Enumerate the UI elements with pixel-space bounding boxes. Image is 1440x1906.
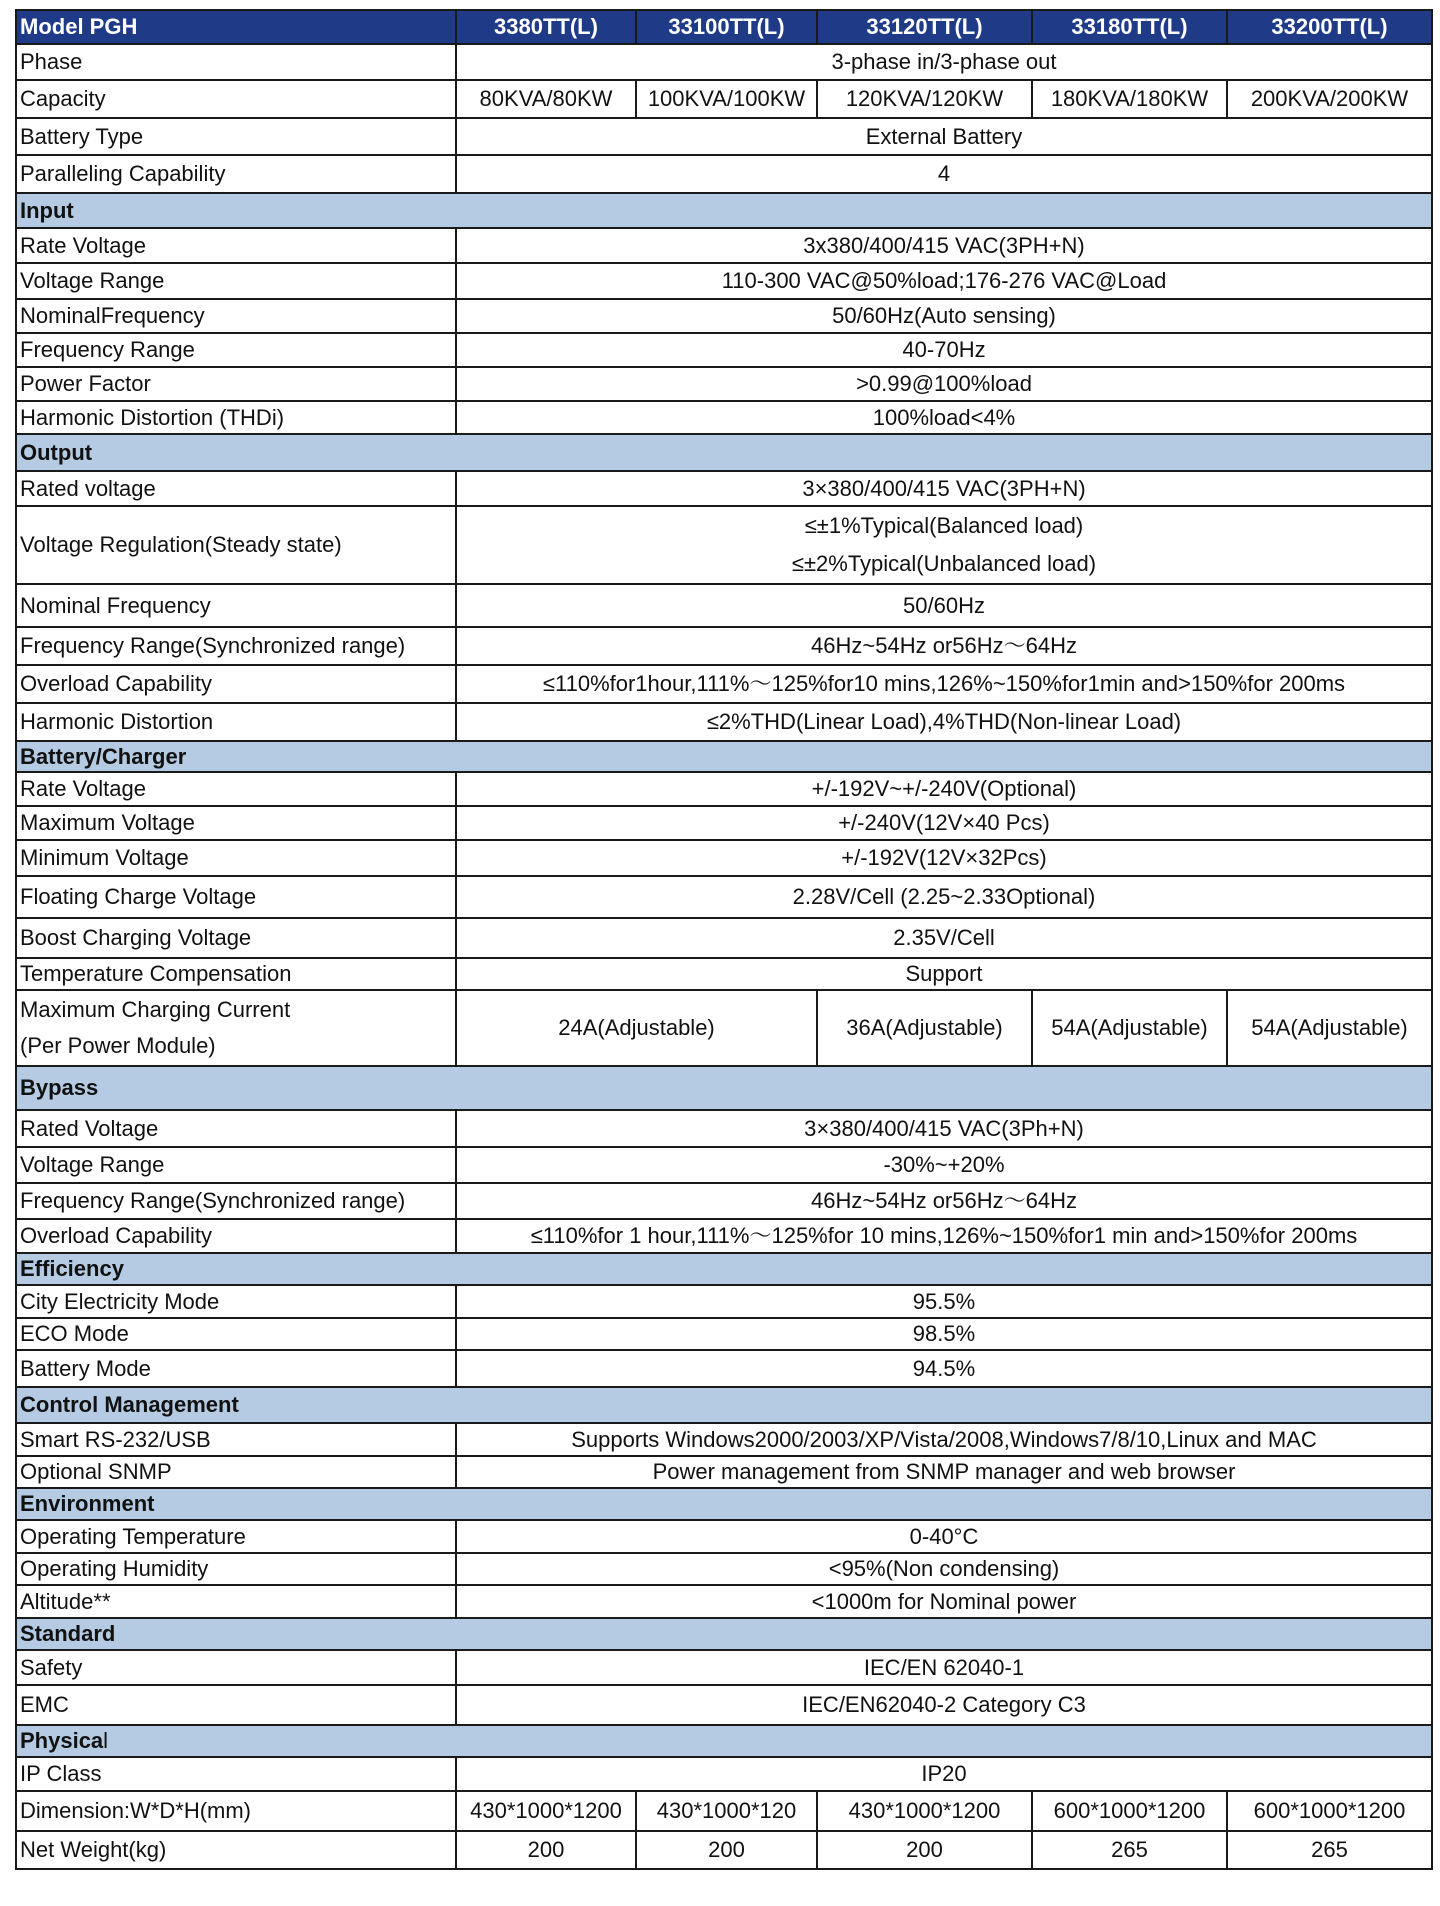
- section-title-bold: Physica: [20, 1728, 104, 1754]
- table-row: [16, 1791, 1432, 1831]
- row-value: IEC/EN 62040-1: [456, 1650, 1432, 1685]
- table-row: [16, 506, 1432, 584]
- row-value: >0.99@100%load: [456, 367, 1432, 401]
- row-label: IP Class: [16, 1757, 456, 1791]
- model-col-4: 33180TT(L): [1032, 10, 1227, 44]
- table-row: [16, 584, 1432, 627]
- model-col-3: 33120TT(L): [817, 10, 1032, 44]
- charging-label-line-1: Maximum Charging Current: [20, 997, 291, 1022]
- row-value: ≤2%THD(Linear Load),4%THD(Non-linear Load): [456, 703, 1432, 741]
- section-title-rest: l: [103, 1728, 109, 1754]
- row-value: 3-phase in/3-phase out: [456, 44, 1432, 80]
- charging-value: 24A(Adjustable): [456, 990, 817, 1066]
- row-value: 40-70Hz: [456, 333, 1432, 367]
- row-label: Frequency Range: [16, 333, 456, 367]
- row-value: 94.5%: [456, 1350, 1432, 1387]
- row-label: Capacity: [16, 80, 456, 118]
- row-value: 2.35V/Cell: [456, 918, 1432, 958]
- section-title: Efficiency: [16, 1253, 1432, 1285]
- table-row: [16, 665, 1432, 703]
- table-row: [16, 627, 1432, 665]
- row-value: 46Hz~54Hz or56Hz～64Hz: [456, 1183, 1432, 1219]
- row-value: ≤110%for 1 hour,111%～125%for 10 mins,126%~150%for1 min and>150%for 200ms: [456, 1219, 1432, 1253]
- row-value: 3×380/400/415 VAC(3PH+N): [456, 471, 1432, 506]
- row-label: Safety: [16, 1650, 456, 1685]
- row-label: Optional SNMP: [16, 1456, 456, 1488]
- section-title: Standard: [16, 1618, 1432, 1650]
- row-value: <1000m for Nominal power: [456, 1585, 1432, 1618]
- row-label: Harmonic Distortion (THDi): [16, 401, 456, 434]
- row-label: Rate Voltage: [16, 228, 456, 263]
- row-value: 4: [456, 155, 1432, 193]
- row-label: Voltage Range: [16, 1147, 456, 1183]
- section-row: [16, 1488, 1432, 1520]
- row-label: Minimum Voltage: [16, 840, 456, 876]
- row-label: EMC: [16, 1685, 456, 1725]
- row-label: Nominal Frequency: [16, 584, 456, 627]
- row-value: IEC/EN62040-2 Category C3: [456, 1685, 1432, 1725]
- charging-value: 36A(Adjustable): [817, 990, 1032, 1066]
- section-title: Battery/Charger: [16, 741, 1432, 772]
- table-row: [16, 1757, 1432, 1791]
- row-label: [16, 990, 456, 1066]
- row-label: Overload Capability: [16, 665, 456, 703]
- model-col-2: 33100TT(L): [636, 10, 817, 44]
- row-label: Overload Capability: [16, 1219, 456, 1253]
- table-row: [16, 80, 1432, 118]
- row-label: Boost Charging Voltage: [16, 918, 456, 958]
- dimension-value: 600*1000*1200: [1032, 1791, 1227, 1831]
- table-row: [16, 1350, 1432, 1387]
- row-label: Smart RS-232/USB: [16, 1423, 456, 1456]
- weight-value: 200: [456, 1831, 636, 1869]
- capacity-value: 80KVA/80KW: [456, 80, 636, 118]
- weight-value: 265: [1032, 1831, 1227, 1869]
- section-title: [16, 1725, 1432, 1757]
- table-row: [16, 263, 1432, 299]
- row-label: Voltage Regulation(Steady state): [16, 506, 456, 584]
- model-title: Model PGH: [16, 10, 456, 44]
- row-value: 95.5%: [456, 1285, 1432, 1318]
- row-value: 2.28V/Cell (2.25~2.33Optional): [456, 876, 1432, 918]
- row-label: Rate Voltage: [16, 772, 456, 806]
- table-row: [16, 958, 1432, 990]
- regulation-line-1: ≤±1%Typical(Balanced load): [804, 513, 1084, 538]
- row-label: Rated voltage: [16, 471, 456, 506]
- dimension-value: 430*1000*1200: [456, 1791, 636, 1831]
- section-row: [16, 741, 1432, 772]
- table-row: [16, 1650, 1432, 1685]
- capacity-value: 180KVA/180KW: [1032, 80, 1227, 118]
- table-row: [16, 401, 1432, 434]
- charging-label-line-2: (Per Power Module): [20, 1033, 216, 1058]
- row-value: 100%load<4%: [456, 401, 1432, 434]
- row-label: Voltage Range: [16, 263, 456, 299]
- table-row: [16, 772, 1432, 806]
- row-value: 110-300 VAC@50%load;176-276 VAC@Load: [456, 263, 1432, 299]
- section-row: [16, 1253, 1432, 1285]
- table-row: [16, 44, 1432, 80]
- row-value: 0-40°C: [456, 1520, 1432, 1553]
- table-row: [16, 876, 1432, 918]
- row-label: Maximum Voltage: [16, 806, 456, 840]
- row-label: Phase: [16, 44, 456, 80]
- row-label: ECO Mode: [16, 1318, 456, 1350]
- row-value: 3x380/400/415 VAC(3PH+N): [456, 228, 1432, 263]
- row-label: Net Weight(kg): [16, 1831, 456, 1869]
- table-row: [16, 1831, 1432, 1869]
- table-row: [16, 806, 1432, 840]
- row-label: Paralleling Capability: [16, 155, 456, 193]
- section-row: [16, 193, 1432, 228]
- row-value: <95%(Non condensing): [456, 1553, 1432, 1585]
- row-value: IP20: [456, 1757, 1432, 1791]
- row-label: Battery Mode: [16, 1350, 456, 1387]
- table-row: [16, 118, 1432, 155]
- charging-value: 54A(Adjustable): [1227, 990, 1432, 1066]
- table-row: [16, 333, 1432, 367]
- model-col-1: 3380TT(L): [456, 10, 636, 44]
- row-label: Battery Type: [16, 118, 456, 155]
- table-row: [16, 1585, 1432, 1618]
- dimension-value: 430*1000*120: [636, 1791, 817, 1831]
- row-value: Power management from SNMP manager and web browser: [456, 1456, 1432, 1488]
- section-row: [16, 1387, 1432, 1423]
- row-label: NominalFrequency: [16, 299, 456, 333]
- section-title: Control Management: [16, 1387, 1432, 1423]
- row-value: 50/60Hz(Auto sensing): [456, 299, 1432, 333]
- section-title: Output: [16, 434, 1432, 471]
- table-row: [16, 1285, 1432, 1318]
- table-row: [16, 1423, 1432, 1456]
- section-title: Input: [16, 193, 1432, 228]
- section-row: [16, 1066, 1432, 1110]
- section-row: [16, 1725, 1432, 1757]
- table-row: [16, 155, 1432, 193]
- row-label: Harmonic Distortion: [16, 703, 456, 741]
- charging-value: 54A(Adjustable): [1032, 990, 1227, 1066]
- table-row: [16, 1685, 1432, 1725]
- table-row: [16, 1456, 1432, 1488]
- row-label: City Electricity Mode: [16, 1285, 456, 1318]
- dimension-value: 430*1000*1200: [817, 1791, 1032, 1831]
- row-value: 98.5%: [456, 1318, 1432, 1350]
- row-label: Operating Humidity: [16, 1553, 456, 1585]
- row-value: +/-192V~+/-240V(Optional): [456, 772, 1432, 806]
- table-row: [16, 703, 1432, 741]
- row-label: Temperature Compensation: [16, 958, 456, 990]
- row-label: Frequency Range(Synchronized range): [16, 627, 456, 665]
- capacity-value: 120KVA/120KW: [817, 80, 1032, 118]
- row-label: Power Factor: [16, 367, 456, 401]
- row-label: Floating Charge Voltage: [16, 876, 456, 918]
- table-row: [16, 1318, 1432, 1350]
- table-row: [16, 367, 1432, 401]
- row-value: +/-192V(12V×32Pcs): [456, 840, 1432, 876]
- table-row: [16, 1520, 1432, 1553]
- header-row: [16, 10, 1432, 44]
- table-row: [16, 1110, 1432, 1147]
- model-col-5: 33200TT(L): [1227, 10, 1432, 44]
- row-value: [456, 506, 1432, 584]
- capacity-value: 200KVA/200KW: [1227, 80, 1432, 118]
- table-row: [16, 840, 1432, 876]
- table-row: [16, 228, 1432, 263]
- section-title: Bypass: [16, 1066, 1432, 1110]
- row-value: External Battery: [456, 118, 1432, 155]
- table-row: [16, 1553, 1432, 1585]
- table-row: [16, 918, 1432, 958]
- table-row: [16, 299, 1432, 333]
- row-label: Rated Voltage: [16, 1110, 456, 1147]
- row-value: 3×380/400/415 VAC(3Ph+N): [456, 1110, 1432, 1147]
- spec-table: [15, 9, 1433, 1870]
- weight-value: 200: [817, 1831, 1032, 1869]
- row-value: 46Hz~54Hz or56Hz～64Hz: [456, 627, 1432, 665]
- section-row: [16, 1618, 1432, 1650]
- table-row: [16, 1219, 1432, 1253]
- table-row: [16, 1147, 1432, 1183]
- row-value: Supports Windows2000/2003/XP/Vista/2008,Windows7/8/10,Linux and MAC: [456, 1423, 1432, 1456]
- row-label: Altitude**: [16, 1585, 456, 1618]
- dimension-value: 600*1000*1200: [1227, 1791, 1432, 1831]
- section-title: Environment: [16, 1488, 1432, 1520]
- row-value: ≤110%for1hour,111%～125%for10 mins,126%~150%for1min and>150%for 200ms: [456, 665, 1432, 703]
- table-row: [16, 990, 1432, 1066]
- regulation-line-2: ≤±2%Typical(Unbalanced load): [791, 551, 1097, 576]
- row-value: Support: [456, 958, 1432, 990]
- capacity-value: 100KVA/100KW: [636, 80, 817, 118]
- row-value: +/-240V(12V×40 Pcs): [456, 806, 1432, 840]
- row-label: Dimension:W*D*H(mm): [16, 1791, 456, 1831]
- weight-value: 265: [1227, 1831, 1432, 1869]
- row-value: -30%~+20%: [456, 1147, 1432, 1183]
- table-row: [16, 471, 1432, 506]
- row-label: Frequency Range(Synchronized range): [16, 1183, 456, 1219]
- weight-value: 200: [636, 1831, 817, 1869]
- table-row: [16, 1183, 1432, 1219]
- section-row: [16, 434, 1432, 471]
- row-value: 50/60Hz: [456, 584, 1432, 627]
- row-label: Operating Temperature: [16, 1520, 456, 1553]
